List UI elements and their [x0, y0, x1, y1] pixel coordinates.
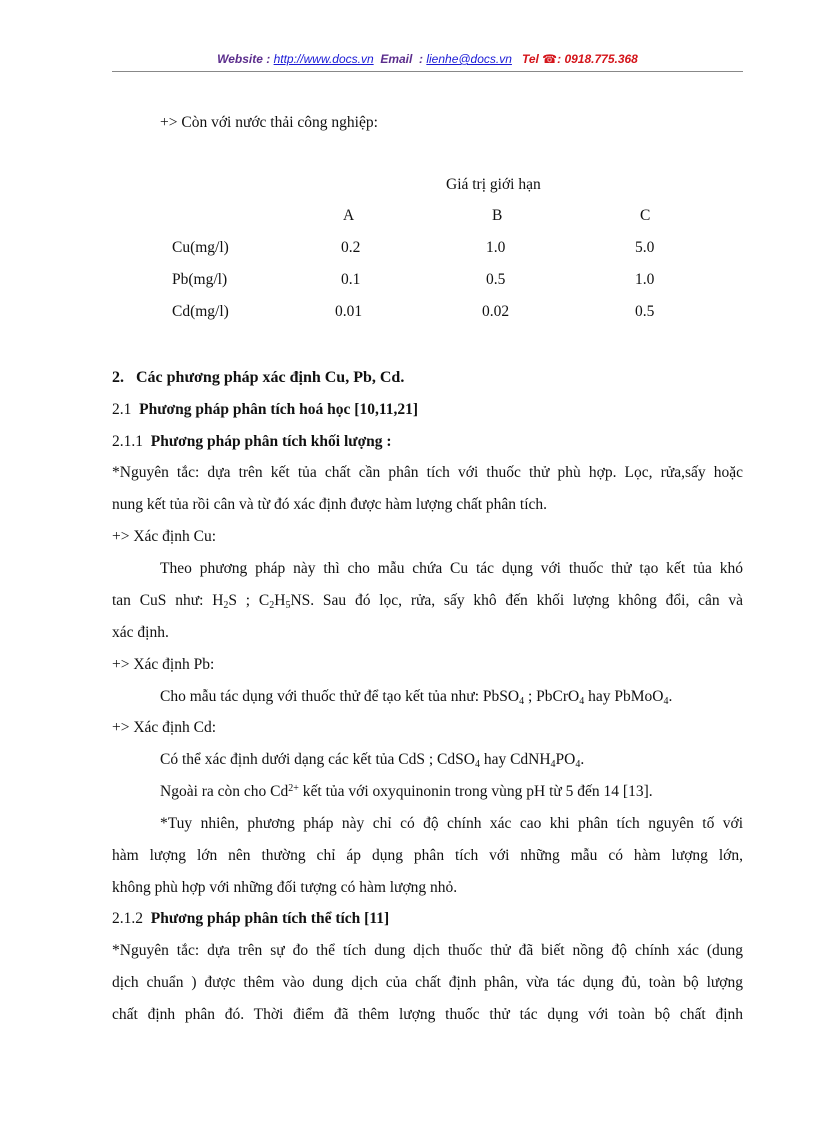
cu-line-3: xác định. — [112, 624, 169, 641]
section-2-1-2-heading: 2.1.2 Phương pháp phân tích thể tích [11] — [112, 910, 390, 927]
cell-cu-c: 5.0 — [635, 239, 655, 256]
column-header-c: C — [640, 207, 651, 224]
section-2-1-heading: 2.1 Phương pháp phân tích hoá học [10,11,21] — [112, 401, 418, 418]
cu-line-1: Theo phương pháp này thì cho mẫu chứa Cu tác dụng với thuốc thử tạo kết tủa khó — [160, 560, 743, 577]
email-label: Email — [380, 52, 413, 66]
cu-line-2: tan CuS như: $H_2S$ ; $C_2H_5NS$. Sau đó lọc, rửa, sấy khô đến khối lượng không đổi, cân và — [112, 592, 744, 611]
row-label-cd: Cd(mg/l) — [172, 303, 229, 320]
cell-pb-c: 1.0 — [635, 271, 655, 288]
header-rule — [112, 71, 743, 72]
principle-line-1: *Nguyên tắc: dựa trên kết tủa chất cần phân tích với thuốc thử phù hợp. Lọc, rửa,sấy hoặc — [112, 464, 743, 481]
pb-heading: +> Xác định Pb: — [112, 656, 215, 673]
volumetric-line-2: dịch chuẩn ) được thêm vào dung dịch của chất định phân, vừa tác dụng đủ, toàn bộ lượng — [112, 974, 743, 991]
phone-number: Tel ☎: 0918.775.368 — [521, 52, 638, 66]
cell-cd-a: 0.01 — [335, 303, 363, 320]
page-header — [112, 52, 743, 72]
row-label-pb: Pb(mg/l) — [172, 271, 228, 288]
principle-line-2: nung kết tủa rồi cân và từ đó xác định được hàm lượng chất phân tích. — [112, 496, 548, 513]
cd-line-2: Ngoài ra còn cho $Cd^{2+}$ kết tủa với oxyquinonin trong vùng pH từ 5 đến 14 [13]. — [160, 783, 653, 800]
table-caption: Giá trị giới hạn — [446, 176, 541, 193]
volumetric-line-1: *Nguyên tắc: dựa trên sự đo thể tích dung dịch thuốc thử đã biết nồng độ chính xác (dung — [112, 942, 743, 959]
section-2-1-1-heading: 2.1.1 Phương pháp phân tích khối lượng : — [112, 433, 392, 450]
volumetric-line-3: chất định phân đó. Thời điểm đã thêm lượng thuốc thử tác dụng với toàn bộ chất định — [112, 1006, 743, 1023]
cell-cu-a: 0.2 — [341, 239, 361, 256]
cd-heading: +> Xác định Cd: — [112, 719, 217, 736]
cell-cu-b: 1.0 — [486, 239, 506, 256]
cd-line-1: Có thể xác định dưới dạng các kết tủa CdS ; CdSO$_4$ hay $CdNH_4PO_4$. — [160, 751, 585, 770]
email-link[interactable]: lienhe@docs.vn — [426, 52, 512, 66]
cell-pb-b: 0.5 — [486, 271, 506, 288]
cell-cd-b: 0.02 — [482, 303, 510, 320]
row-label-cu: Cu(mg/l) — [172, 239, 229, 256]
note-line-3: không phù hợp với những đối tượng có hàm lượng nhỏ. — [112, 879, 458, 896]
column-header-a: A — [343, 207, 355, 224]
pb-line-1: Cho mẫu tác dụng với thuốc thử để tạo kết tủa như: PbSO$_4$ ; PbCrO$_4$ hay PbMoO$_4$. — [160, 688, 673, 707]
cell-pb-a: 0.1 — [341, 271, 361, 288]
cell-cd-c: 0.5 — [635, 303, 655, 320]
website-link[interactable]: http://www.docs.vn — [273, 52, 374, 66]
note-line-2: hàm lượng lớn nên thường chỉ áp dụng phân tích với những mẫu có hàm lượng lớn, — [112, 847, 743, 864]
section-2-heading: 2. Các phương pháp xác định Cu, Pb, Cd. — [112, 369, 405, 386]
column-header-b: B — [492, 207, 503, 224]
website-label: Website : — [217, 52, 271, 66]
note-line-1: *Tuy nhiên, phương pháp này chỉ có độ chính xác cao khi phân tích nguyên tố với — [160, 815, 743, 832]
email-separator: : — [419, 52, 423, 66]
intro-text: +> Còn với nước thải công nghiệp: — [160, 114, 378, 131]
cu-heading: +> Xác định Cu: — [112, 528, 217, 545]
